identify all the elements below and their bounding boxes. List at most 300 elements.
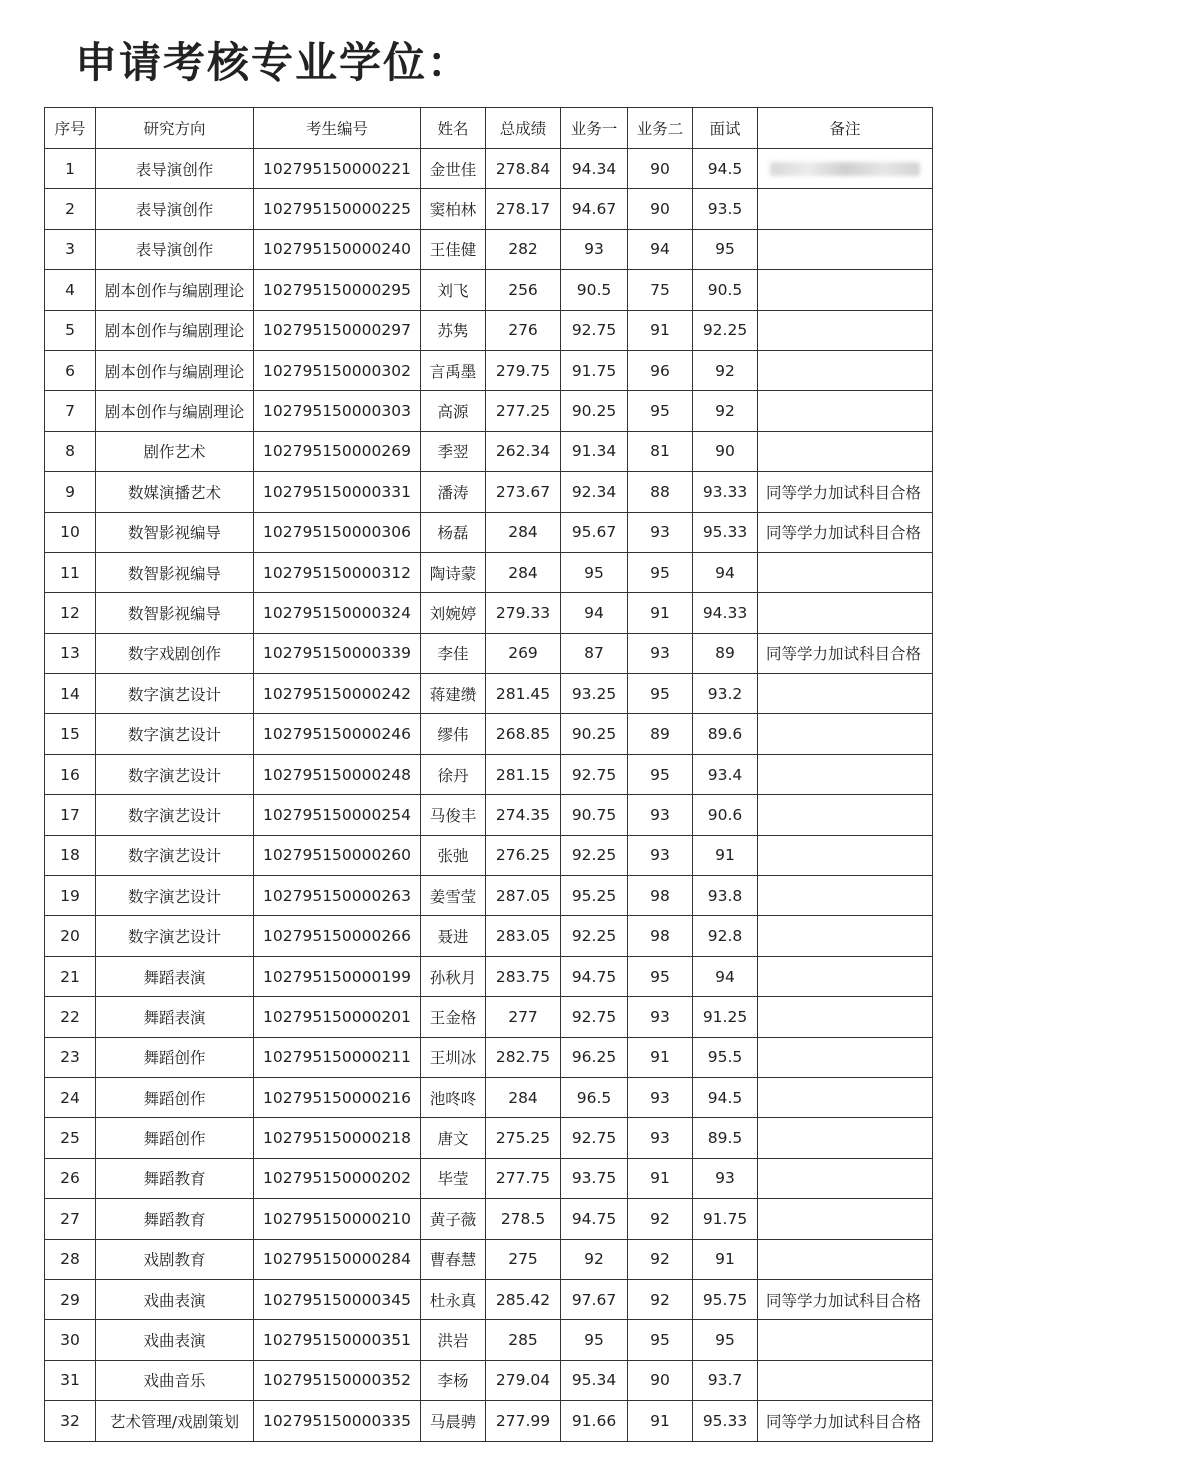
cell-total-score: 284 (486, 512, 561, 552)
cell-exam-two: 89 (628, 714, 693, 754)
cell-research-direction: 剧本创作与编剧理论 (96, 391, 254, 431)
cell-total-score: 277 (486, 997, 561, 1037)
cell-candidate-id: 102795150000240 (254, 229, 421, 269)
cell-name: 聂进 (421, 916, 486, 956)
cell-research-direction: 舞蹈教育 (96, 1158, 254, 1198)
cell-research-direction: 剧本创作与编剧理论 (96, 310, 254, 350)
table-row (45, 1239, 933, 1279)
cell-seq: 6 (45, 350, 96, 390)
cell-total-score: 277.99 (486, 1401, 561, 1441)
cell-remark (758, 229, 933, 269)
cell-research-direction: 数字演艺设计 (96, 674, 254, 714)
cell-exam-two: 90 (628, 1360, 693, 1400)
cell-candidate-id: 102795150000351 (254, 1320, 421, 1360)
cell-total-score: 279.04 (486, 1360, 561, 1400)
cell-seq: 16 (45, 754, 96, 794)
cell-interview: 89 (693, 633, 758, 673)
cell-name: 池咚咚 (421, 1077, 486, 1117)
cell-interview: 90 (693, 431, 758, 471)
cell-remark (758, 916, 933, 956)
cell-interview: 91 (693, 835, 758, 875)
cell-research-direction: 舞蹈创作 (96, 1037, 254, 1077)
cell-exam-one: 91.34 (561, 431, 628, 471)
cell-seq: 28 (45, 1239, 96, 1279)
table-row (45, 552, 933, 592)
cell-candidate-id: 102795150000269 (254, 431, 421, 471)
table-row (45, 593, 933, 633)
cell-seq: 32 (45, 1401, 96, 1441)
cell-exam-one: 95 (561, 552, 628, 592)
cell-remark (758, 391, 933, 431)
cell-research-direction: 数智影视编导 (96, 512, 254, 552)
table-header-row (45, 108, 933, 149)
cell-candidate-id: 102795150000260 (254, 835, 421, 875)
cell-exam-one: 97.67 (561, 1279, 628, 1319)
cell-remark (758, 997, 933, 1037)
column-header-interview: 面试 (693, 108, 758, 149)
cell-research-direction: 表导演创作 (96, 229, 254, 269)
cell-seq: 15 (45, 714, 96, 754)
cell-exam-two: 93 (628, 512, 693, 552)
cell-exam-one: 93.75 (561, 1158, 628, 1198)
cell-interview: 94 (693, 956, 758, 996)
cell-candidate-id: 102795150000201 (254, 997, 421, 1037)
column-header-candidate-id: 考生编号 (254, 108, 421, 149)
cell-total-score: 269 (486, 633, 561, 673)
cell-exam-one: 95.67 (561, 512, 628, 552)
cell-seq: 30 (45, 1320, 96, 1360)
cell-interview: 95 (693, 1320, 758, 1360)
cell-total-score: 283.75 (486, 956, 561, 996)
cell-seq: 17 (45, 795, 96, 835)
cell-name: 曹春慧 (421, 1239, 486, 1279)
table-row (45, 633, 933, 673)
cell-remark (758, 593, 933, 633)
cell-seq: 24 (45, 1077, 96, 1117)
cell-seq: 8 (45, 431, 96, 471)
cell-seq: 19 (45, 876, 96, 916)
cell-total-score: 281.45 (486, 674, 561, 714)
cell-total-score: 282.75 (486, 1037, 561, 1077)
cell-name: 陶诗蒙 (421, 552, 486, 592)
cell-remark: 同等学力加试科目合格 (758, 472, 933, 512)
cell-candidate-id: 102795150000352 (254, 1360, 421, 1400)
cell-candidate-id: 102795150000248 (254, 754, 421, 794)
cell-seq: 9 (45, 472, 96, 512)
cell-interview: 90.6 (693, 795, 758, 835)
cell-name: 苏隽 (421, 310, 486, 350)
cell-research-direction: 数字演艺设计 (96, 916, 254, 956)
cell-remark (758, 1360, 933, 1400)
cell-name: 言禹墨 (421, 350, 486, 390)
cell-total-score: 276.25 (486, 835, 561, 875)
cell-interview: 95.5 (693, 1037, 758, 1077)
cell-seq: 14 (45, 674, 96, 714)
cell-exam-one: 91.75 (561, 350, 628, 390)
cell-remark (758, 431, 933, 471)
cell-total-score: 262.34 (486, 431, 561, 471)
cell-exam-two: 92 (628, 1239, 693, 1279)
cell-total-score: 277.25 (486, 391, 561, 431)
cell-exam-one: 92.25 (561, 835, 628, 875)
cell-total-score: 278.5 (486, 1199, 561, 1239)
table-row (45, 795, 933, 835)
cell-remark (758, 1037, 933, 1077)
admission-score-table (44, 107, 933, 1442)
column-header-exam-one: 业务一 (561, 108, 628, 149)
cell-remark (758, 795, 933, 835)
table-row (45, 270, 933, 310)
cell-candidate-id: 102795150000199 (254, 956, 421, 996)
cell-candidate-id: 102795150000216 (254, 1077, 421, 1117)
cell-research-direction: 数媒演播艺术 (96, 472, 254, 512)
table-row (45, 1279, 933, 1319)
cell-research-direction: 舞蹈表演 (96, 997, 254, 1037)
cell-total-score: 274.35 (486, 795, 561, 835)
cell-exam-two: 91 (628, 1158, 693, 1198)
column-header-remark: 备注 (758, 108, 933, 149)
cell-interview: 95.33 (693, 1401, 758, 1441)
cell-exam-one: 91.66 (561, 1401, 628, 1441)
cell-seq: 13 (45, 633, 96, 673)
cell-exam-one: 95 (561, 1320, 628, 1360)
cell-remark (758, 149, 933, 189)
cell-interview: 92.25 (693, 310, 758, 350)
cell-exam-two: 95 (628, 754, 693, 794)
cell-remark (758, 754, 933, 794)
cell-remark (758, 1320, 933, 1360)
cell-remark (758, 1158, 933, 1198)
redacted-text-blur (770, 162, 920, 176)
cell-exam-one: 93.25 (561, 674, 628, 714)
table-body (45, 149, 933, 1442)
cell-exam-two: 95 (628, 956, 693, 996)
cell-interview: 89.6 (693, 714, 758, 754)
cell-total-score: 284 (486, 1077, 561, 1117)
table-row (45, 754, 933, 794)
column-header-seq: 序号 (45, 108, 96, 149)
cell-seq: 25 (45, 1118, 96, 1158)
cell-exam-one: 92.25 (561, 916, 628, 956)
cell-seq: 31 (45, 1360, 96, 1400)
table-row (45, 876, 933, 916)
table-row (45, 835, 933, 875)
cell-exam-one: 96.5 (561, 1077, 628, 1117)
cell-seq: 1 (45, 149, 96, 189)
cell-exam-two: 98 (628, 876, 693, 916)
table-row (45, 310, 933, 350)
cell-remark (758, 1239, 933, 1279)
cell-candidate-id: 102795150000297 (254, 310, 421, 350)
table-row (45, 149, 933, 189)
cell-seq: 18 (45, 835, 96, 875)
table-row (45, 1199, 933, 1239)
cell-research-direction: 数字演艺设计 (96, 795, 254, 835)
cell-total-score: 276 (486, 310, 561, 350)
cell-research-direction: 数字演艺设计 (96, 714, 254, 754)
cell-seq: 3 (45, 229, 96, 269)
cell-exam-two: 91 (628, 1037, 693, 1077)
cell-candidate-id: 102795150000254 (254, 795, 421, 835)
cell-exam-two: 93 (628, 1118, 693, 1158)
cell-research-direction: 剧作艺术 (96, 431, 254, 471)
table-row (45, 997, 933, 1037)
cell-seq: 27 (45, 1199, 96, 1239)
cell-seq: 7 (45, 391, 96, 431)
cell-interview: 94.33 (693, 593, 758, 633)
cell-name: 杜永真 (421, 1279, 486, 1319)
cell-exam-two: 91 (628, 1401, 693, 1441)
cell-seq: 2 (45, 189, 96, 229)
cell-name: 金世佳 (421, 149, 486, 189)
table-row (45, 1158, 933, 1198)
cell-exam-two: 75 (628, 270, 693, 310)
cell-exam-two: 90 (628, 189, 693, 229)
cell-seq: 20 (45, 916, 96, 956)
cell-research-direction: 表导演创作 (96, 189, 254, 229)
table-row (45, 1037, 933, 1077)
cell-total-score: 268.85 (486, 714, 561, 754)
cell-research-direction: 数智影视编导 (96, 593, 254, 633)
cell-name: 马俊丰 (421, 795, 486, 835)
cell-name: 李佳 (421, 633, 486, 673)
cell-candidate-id: 102795150000225 (254, 189, 421, 229)
cell-research-direction: 数智影视编导 (96, 552, 254, 592)
cell-interview: 95.33 (693, 512, 758, 552)
table-row (45, 512, 933, 552)
cell-interview: 93.2 (693, 674, 758, 714)
cell-research-direction: 舞蹈创作 (96, 1077, 254, 1117)
table-row (45, 1118, 933, 1158)
cell-total-score: 275.25 (486, 1118, 561, 1158)
cell-name: 洪岩 (421, 1320, 486, 1360)
table-row (45, 1320, 933, 1360)
cell-exam-two: 95 (628, 552, 693, 592)
table-row (45, 350, 933, 390)
cell-research-direction: 数字演艺设计 (96, 835, 254, 875)
cell-exam-two: 93 (628, 835, 693, 875)
cell-candidate-id: 102795150000221 (254, 149, 421, 189)
table-row (45, 472, 933, 512)
cell-name: 缪伟 (421, 714, 486, 754)
cell-interview: 91.25 (693, 997, 758, 1037)
cell-seq: 26 (45, 1158, 96, 1198)
cell-remark (758, 714, 933, 754)
cell-candidate-id: 102795150000242 (254, 674, 421, 714)
cell-research-direction: 戏曲音乐 (96, 1360, 254, 1400)
cell-exam-two: 93 (628, 1077, 693, 1117)
cell-total-score: 283.05 (486, 916, 561, 956)
cell-seq: 23 (45, 1037, 96, 1077)
cell-exam-one: 93 (561, 229, 628, 269)
cell-name: 刘飞 (421, 270, 486, 310)
cell-candidate-id: 102795150000339 (254, 633, 421, 673)
cell-name: 姜雪莹 (421, 876, 486, 916)
cell-candidate-id: 102795150000345 (254, 1279, 421, 1319)
cell-exam-one: 94 (561, 593, 628, 633)
table-row (45, 674, 933, 714)
cell-remark (758, 270, 933, 310)
cell-exam-two: 90 (628, 149, 693, 189)
cell-seq: 4 (45, 270, 96, 310)
cell-exam-one: 90.25 (561, 391, 628, 431)
cell-interview: 93.7 (693, 1360, 758, 1400)
cell-total-score: 273.67 (486, 472, 561, 512)
cell-remark: 同等学力加试科目合格 (758, 512, 933, 552)
cell-research-direction: 舞蹈创作 (96, 1118, 254, 1158)
cell-exam-two: 98 (628, 916, 693, 956)
cell-total-score: 256 (486, 270, 561, 310)
cell-interview: 93 (693, 1158, 758, 1198)
table-row (45, 391, 933, 431)
cell-remark (758, 1077, 933, 1117)
cell-research-direction: 剧本创作与编剧理论 (96, 350, 254, 390)
cell-name: 李杨 (421, 1360, 486, 1400)
cell-candidate-id: 102795150000335 (254, 1401, 421, 1441)
cell-name: 毕莹 (421, 1158, 486, 1198)
cell-name: 王圳冰 (421, 1037, 486, 1077)
cell-exam-one: 95.34 (561, 1360, 628, 1400)
cell-interview: 92 (693, 391, 758, 431)
column-header-total-score: 总成绩 (486, 108, 561, 149)
cell-exam-one: 92.75 (561, 310, 628, 350)
table-row (45, 1360, 933, 1400)
cell-exam-two: 96 (628, 350, 693, 390)
cell-candidate-id: 102795150000284 (254, 1239, 421, 1279)
cell-exam-one: 94.34 (561, 149, 628, 189)
cell-exam-one: 90.5 (561, 270, 628, 310)
cell-candidate-id: 102795150000246 (254, 714, 421, 754)
cell-interview: 93.33 (693, 472, 758, 512)
cell-interview: 90.5 (693, 270, 758, 310)
cell-exam-two: 81 (628, 431, 693, 471)
cell-exam-one: 95.25 (561, 876, 628, 916)
cell-candidate-id: 102795150000263 (254, 876, 421, 916)
cell-name: 孙秋月 (421, 956, 486, 996)
cell-interview: 92 (693, 350, 758, 390)
table-row (45, 1077, 933, 1117)
cell-name: 王金格 (421, 997, 486, 1037)
cell-research-direction: 数字戏剧创作 (96, 633, 254, 673)
cell-exam-one: 92.75 (561, 997, 628, 1037)
cell-exam-one: 92.75 (561, 754, 628, 794)
cell-exam-one: 90.25 (561, 714, 628, 754)
cell-interview: 94 (693, 552, 758, 592)
cell-seq: 22 (45, 997, 96, 1037)
cell-research-direction: 舞蹈教育 (96, 1199, 254, 1239)
cell-remark (758, 1118, 933, 1158)
cell-candidate-id: 102795150000266 (254, 916, 421, 956)
cell-seq: 12 (45, 593, 96, 633)
cell-interview: 91 (693, 1239, 758, 1279)
cell-total-score: 279.33 (486, 593, 561, 633)
column-header-exam-two: 业务二 (628, 108, 693, 149)
cell-total-score: 281.15 (486, 754, 561, 794)
cell-exam-one: 92.75 (561, 1118, 628, 1158)
cell-interview: 93.4 (693, 754, 758, 794)
cell-interview: 92.8 (693, 916, 758, 956)
cell-exam-one: 87 (561, 633, 628, 673)
cell-exam-two: 93 (628, 633, 693, 673)
cell-name: 高源 (421, 391, 486, 431)
cell-candidate-id: 102795150000312 (254, 552, 421, 592)
table-row (45, 1401, 933, 1441)
cell-research-direction: 剧本创作与编剧理论 (96, 270, 254, 310)
cell-exam-two: 91 (628, 593, 693, 633)
cell-seq: 10 (45, 512, 96, 552)
cell-interview: 95.75 (693, 1279, 758, 1319)
cell-remark (758, 350, 933, 390)
cell-remark (758, 189, 933, 229)
cell-candidate-id: 102795150000331 (254, 472, 421, 512)
column-header-name: 姓名 (421, 108, 486, 149)
cell-exam-two: 88 (628, 472, 693, 512)
cell-interview: 89.5 (693, 1118, 758, 1158)
cell-remark (758, 835, 933, 875)
cell-exam-one: 92.34 (561, 472, 628, 512)
table-row (45, 916, 933, 956)
cell-remark (758, 552, 933, 592)
cell-total-score: 285.42 (486, 1279, 561, 1319)
cell-research-direction: 戏曲表演 (96, 1279, 254, 1319)
cell-remark (758, 876, 933, 916)
cell-exam-one: 94.75 (561, 1199, 628, 1239)
cell-total-score: 278.84 (486, 149, 561, 189)
cell-research-direction: 表导演创作 (96, 149, 254, 189)
cell-total-score: 282 (486, 229, 561, 269)
cell-name: 潘涛 (421, 472, 486, 512)
cell-research-direction: 数字演艺设计 (96, 876, 254, 916)
cell-exam-two: 91 (628, 310, 693, 350)
cell-name: 刘婉婷 (421, 593, 486, 633)
cell-exam-two: 93 (628, 997, 693, 1037)
cell-name: 王佳健 (421, 229, 486, 269)
cell-remark (758, 1199, 933, 1239)
table-row (45, 956, 933, 996)
cell-candidate-id: 102795150000306 (254, 512, 421, 552)
table-row (45, 229, 933, 269)
cell-remark: 同等学力加试科目合格 (758, 1279, 933, 1319)
cell-exam-two: 93 (628, 795, 693, 835)
cell-exam-two: 95 (628, 1320, 693, 1360)
cell-interview: 94.5 (693, 149, 758, 189)
cell-name: 窦柏林 (421, 189, 486, 229)
cell-total-score: 284 (486, 552, 561, 592)
cell-interview: 93.5 (693, 189, 758, 229)
cell-research-direction: 戏剧教育 (96, 1239, 254, 1279)
cell-interview: 93.8 (693, 876, 758, 916)
cell-name: 马晨骋 (421, 1401, 486, 1441)
cell-name: 杨磊 (421, 512, 486, 552)
cell-total-score: 277.75 (486, 1158, 561, 1198)
column-header-research-direction: 研究方向 (96, 108, 254, 149)
cell-research-direction: 戏曲表演 (96, 1320, 254, 1360)
cell-total-score: 275 (486, 1239, 561, 1279)
cell-interview: 94.5 (693, 1077, 758, 1117)
cell-research-direction: 数字演艺设计 (96, 754, 254, 794)
cell-exam-two: 94 (628, 229, 693, 269)
cell-total-score: 287.05 (486, 876, 561, 916)
cell-name: 黄子薇 (421, 1199, 486, 1239)
cell-name: 蒋建缵 (421, 674, 486, 714)
cell-exam-one: 92 (561, 1239, 628, 1279)
table-row (45, 714, 933, 754)
page-title: 申请考核专业学位： (75, 38, 472, 87)
cell-total-score: 279.75 (486, 350, 561, 390)
cell-candidate-id: 102795150000324 (254, 593, 421, 633)
cell-remark: 同等学力加试科目合格 (758, 633, 933, 673)
cell-exam-one: 94.67 (561, 189, 628, 229)
